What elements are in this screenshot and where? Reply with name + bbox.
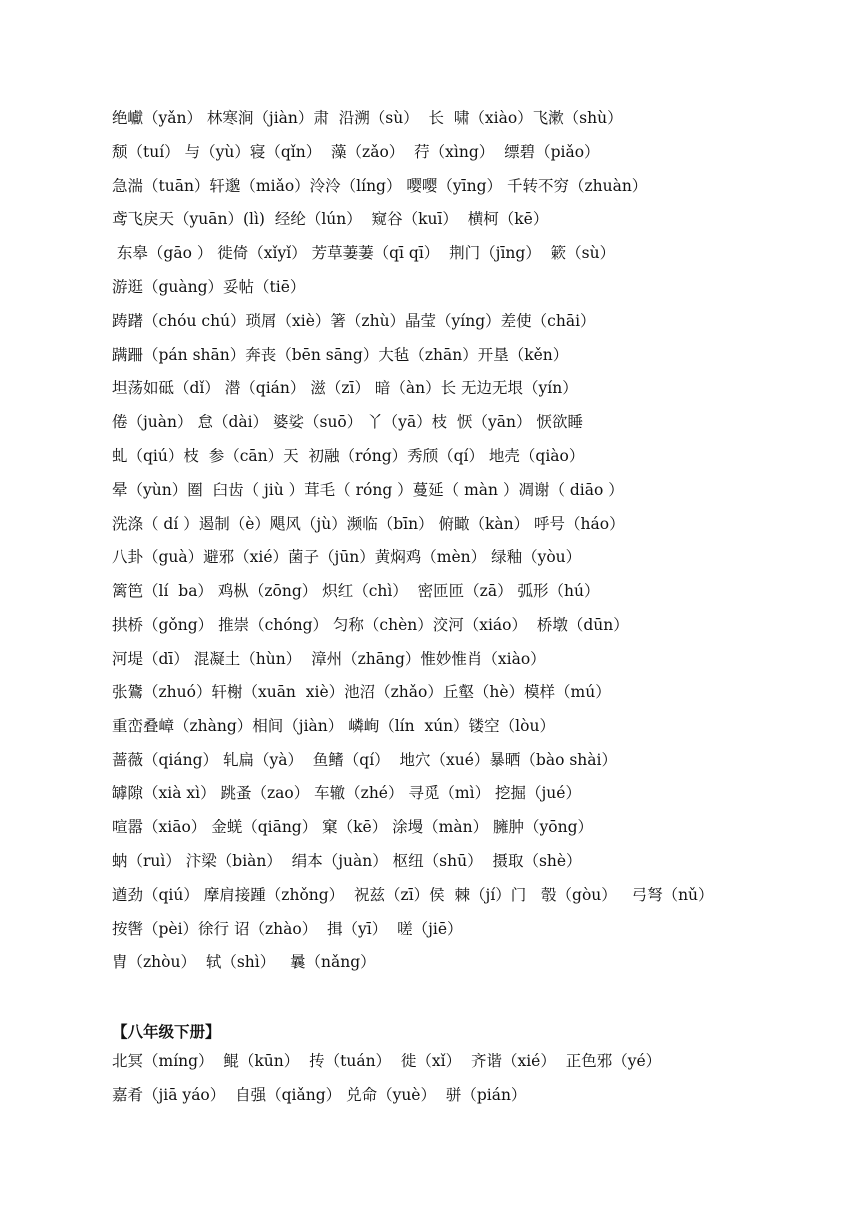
vocab-line: 河堤（dī） 混凝土（hùn） 漳州（zhāng）惟妙惟肖（xiào）: [112, 649, 546, 668]
vocab-line: 篱笆（lí ba） 鸡枞（zōng） 炽红（chì） 密匝匝（zā） 弧形（hú）: [112, 582, 600, 601]
vocab-line: 胄（zhòu） 轼（shì） 曩（nǎng）: [112, 953, 376, 972]
vocab-line: 蚋（ruì） 汴梁（biàn） 绢本（juàn） 枢纽（shū） 摄取（shè）: [112, 852, 582, 870]
vocab-line: 鸢飞戾天（yuān）(lì) 经纶（lún） 窥谷（kuī） 横柯（kē）: [112, 210, 549, 229]
vocab-line: 晕（yùn）圈 臼齿（ jiù ）茸毛（ róng ）蔓延（ màn ）凋谢（ diāo ）: [112, 480, 624, 499]
section-heading: 【八年级下册】: [112, 1023, 221, 1041]
vocab-line: 八卦（guà）避邪（xié）菌子（jūn）黄焖鸡（mèn） 绿釉（yòu）: [112, 548, 582, 567]
vocab-line: 按辔（pèi）徐行 诏（zhào） 揖（yī） 嗟（jiē）: [112, 919, 463, 938]
vocab-line: 颓（tuí） 与（yù）寝（qǐn） 藻（zǎo） 荇（xìng） 缥碧（piǎo）: [112, 142, 600, 161]
vocab-line: 坦荡如砥（dǐ） 潜（qián） 滋（zī） 暗（àn）长 无边无垠（yín）: [112, 379, 578, 398]
vocab-line: 嘉肴（jiā yáo） 自强（qiǎng） 兑命（yuè） 骈（pián）: [112, 1086, 527, 1104]
vocab-line: 喧嚣（xiāo） 金蜣（qiāng） 窠（kē） 涂墁（màn） 臃肿（yōng）: [112, 818, 593, 837]
vocab-line: 蹒跚（pán shān）奔丧（bēn sāng）大毡（zhān）开垦（kěn）: [112, 345, 569, 364]
vocab-line: 游逛（guàng）妥帖（tiē）: [112, 278, 306, 296]
vocab-line: 急湍（tuān）轩邈（miǎo）泠泠（líng） 嘤嘤（yīng） 千转不穷（zhuàn）: [112, 176, 648, 195]
vocab-line: 倦（juàn） 怠（dài） 婆娑（suō） 丫（yā）枝 恹（yān） 恹欲睡: [112, 413, 583, 432]
vocab-line: 东皋（gāo ） 徙倚（xǐyǐ） 芳草萋萋（qī qī） 荆门（jīng） 簌（sù）: [112, 244, 616, 263]
vocab-line: 虬（qiú）枝 参（cān）天 初融（róng）秀颀（qí） 地壳（qiào）: [112, 447, 585, 465]
vocab-line: 重峦叠嶂（zhàng）相间（jiàn） 嶙峋（lín xún）镂空（lòu）: [112, 716, 555, 735]
vocab-line: 踌躇（chóu chú）琐屑（xiè）箸（zhù）晶莹（yíng）差使（chāi）: [112, 311, 596, 330]
vocab-line: 罅隙（xià xì） 跳蚤（zao） 车辙（zhé） 寻觅（mì） 挖掘（jué）: [112, 784, 581, 803]
vocab-line: 拱桥（gǒng） 推崇（chóng） 匀称（chèn）洨河（xiáo） 桥墩（dūn）: [112, 616, 629, 634]
vocab-line: 北冥（míng） 鲲（kūn） 抟（tuán） 徙（xǐ） 齐谐（xié） 正色邪（yé）: [112, 1052, 662, 1070]
vocab-line: 张鷟（zhuó）轩榭（xuān xiè）池沼（zhǎo）丘壑（hè）模样（mú）: [112, 683, 611, 701]
vocab-line: 蔷薇（qiáng） 轧扁（yà） 鱼鳍（qí） 地穴（xué）暴晒（bào shài）: [112, 750, 617, 769]
vocab-line: 遒劲（qiú） 摩肩接踵（zhǒng） 祝兹（zī）侯 棘（jí）门 彀（gòu） 弓弩（nǔ）: [112, 885, 714, 904]
vocab-line: 洗涤（ dí ）遏制（è）飓风（jù）濒临（bīn） 俯瞰（kàn） 呼号（háo）: [112, 514, 625, 533]
vocab-line: 绝巘（yǎn） 林寒涧（jiàn）肃 沿溯（sù） 长 啸（xiào）飞漱（shù）: [112, 109, 623, 127]
